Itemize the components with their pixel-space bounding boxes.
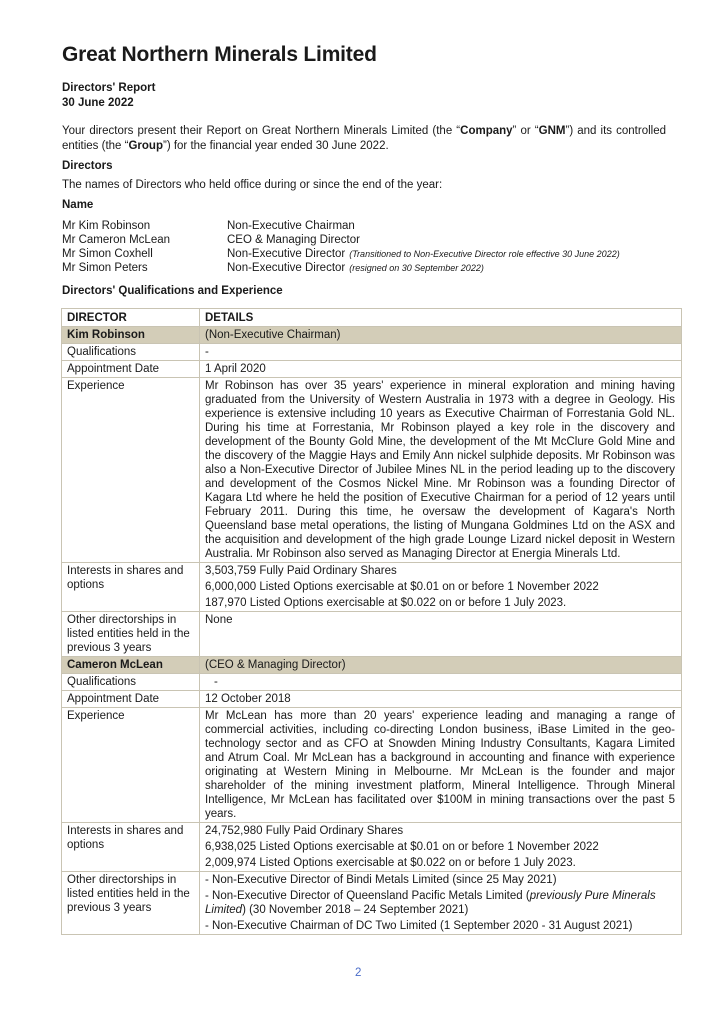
row-label: Qualifications	[62, 344, 200, 361]
row-label: Other directorships in listed entities held in the previous 3 years	[62, 872, 200, 935]
director-role: Non-Executive Chairman	[227, 220, 355, 232]
row-label: Experience	[62, 378, 200, 563]
table-row	[62, 674, 682, 691]
director-role: Non-Executive Director	[227, 248, 346, 260]
director-band-role: (CEO & Managing Director)	[200, 657, 682, 674]
interest-line: 6,000,000 Listed Options exercisable at $0.01 on or before 1 November 2022	[205, 581, 599, 593]
intro-text-2: ” or “	[512, 125, 539, 137]
row-value: 12 October 2018	[200, 691, 682, 708]
table-row	[62, 823, 682, 872]
row-value: -	[200, 344, 682, 361]
col-director-header: DIRECTOR	[62, 309, 200, 327]
intro-text-3: ”) and its controlled entities (the “	[62, 125, 666, 152]
director-band-name: Kim Robinson	[62, 327, 200, 344]
row-value: Mr McLean has more than 20 years' experience leading and managing a range of commercial activities, including co-directing London business, iBase Limited in the geo-technology sector and as CFO at Snowden Mining Industry Consultants, Kagara Limited and Atrum Coal. Mr McLean has a background in accounting and finance with experience originating at Western Mining in Melbourne. Mr McLean is the founder and major shareholder of the mining investment platform, Mineral Intelligence. Through Mineral Intelligence, Mr McLean has facilitated over $100M in mining transactions over the past 5 years.	[200, 708, 682, 823]
intro-text-1: Your directors present their Report on Great Northern Minerals Limited (the “	[62, 125, 461, 137]
table-row	[62, 872, 682, 935]
intro-paragraph	[62, 124, 666, 154]
row-value-list	[200, 872, 682, 935]
director-role-cell	[227, 220, 355, 232]
interest-line: 6,938,025 Listed Options exercisable at $0.01 on or before 1 November 2022	[205, 841, 599, 853]
company-title: Great Northern Minerals Limited	[62, 43, 377, 66]
director-name: Mr Kim Robinson	[62, 220, 151, 232]
interest-line: 3,503,759 Fully Paid Ordinary Shares	[205, 565, 397, 577]
table-row	[62, 691, 682, 708]
row-value: None	[200, 612, 682, 657]
page-number: 2	[355, 967, 362, 979]
intro-text-4: ”) for the financial year ended 30 June 2022.	[162, 140, 389, 152]
director-role-cell	[227, 248, 620, 260]
director-note: (Transitioned to Non-Executive Director role effective 30 June 2022)	[349, 249, 620, 259]
director-role: Non-Executive Director	[227, 262, 346, 274]
row-label: Other directorships in listed entities held in the previous 3 years	[62, 612, 200, 657]
intro-gnm: GNM	[538, 125, 566, 137]
row-label: Appointment Date	[62, 691, 200, 708]
directors-heading: Directors	[62, 160, 113, 172]
director-name: Mr Cameron McLean	[62, 234, 171, 246]
row-value-list	[200, 823, 682, 872]
table-row	[62, 612, 682, 657]
directorship-text: - Non-Executive Director of Queensland Pacific Metals Limited (	[205, 890, 530, 902]
col-details-header: DETAILS	[200, 309, 682, 327]
name-heading: Name	[62, 199, 94, 211]
interest-line: 2,009,974 Listed Options exercisable at $0.022 on or before 1 July 2023.	[205, 857, 576, 869]
row-value: 1 April 2020	[200, 361, 682, 378]
directorship-line: - Non-Executive Director of Bindi Metals Limited (since 25 May 2021)	[205, 874, 557, 886]
table-row	[62, 708, 682, 823]
directorship-line	[205, 889, 675, 917]
report-title: Directors' Report	[62, 82, 156, 94]
qualifications-heading: Directors' Qualifications and Experience	[62, 285, 283, 297]
interest-line: 24,752,980 Fully Paid Ordinary Shares	[205, 825, 404, 837]
table-row-director-band	[62, 327, 682, 344]
director-name: Mr Simon Coxhell	[62, 248, 153, 260]
director-role: CEO & Managing Director	[227, 234, 360, 246]
table-row	[62, 361, 682, 378]
table-row-director-band	[62, 657, 682, 674]
director-role-cell	[227, 262, 484, 274]
interest-line: 187,970 Listed Options exercisable at $0.022 on or before 1 July 2023.	[205, 597, 567, 609]
row-label: Interests in shares and options	[62, 563, 200, 612]
director-role-cell	[227, 234, 360, 246]
table-row	[62, 344, 682, 361]
directorship-text: ) (30 November 2018 – 24 September 2021)	[242, 904, 469, 916]
director-band-name: Cameron McLean	[62, 657, 200, 674]
row-label: Experience	[62, 708, 200, 823]
director-name: Mr Simon Peters	[62, 262, 148, 274]
director-band-role: (Non-Executive Chairman)	[200, 327, 682, 344]
row-value: -	[200, 674, 682, 691]
table-row	[62, 378, 682, 563]
directors-table	[61, 308, 682, 935]
row-value-list	[200, 563, 682, 612]
intro-group: Group	[128, 140, 163, 152]
director-note: (resigned on 30 September 2022)	[349, 263, 484, 273]
directorship-previous-name: previously Pure Minerals Limited	[205, 890, 656, 916]
table-header-row	[62, 309, 682, 327]
row-label: Appointment Date	[62, 361, 200, 378]
directorship-line: - Non-Executive Chairman of DC Two Limited (1 September 2020 - 31 August 2021)	[205, 920, 633, 932]
row-label: Qualifications	[62, 674, 200, 691]
intro-company: Company	[460, 125, 513, 137]
row-label: Interests in shares and options	[62, 823, 200, 872]
directors-intro: The names of Directors who held office during or since the end of the year:	[62, 179, 443, 191]
row-value: Mr Robinson has over 35 years' experience in mineral exploration and mining having graduated from the University of Western Australia in 1973 with a degree in Geology. His experience is extensive including 10 years as Executive Chairman of Forrestania Gold NL. During his time at Forrestania, Mr Robinson played a key role in the discovery and development of the Bounty Gold Mine, the development of the Mt McClure Gold Mine and the discovery of the Maggie Hays and Emily Ann nickel sulphide deposits. Mr Robinson was also a Non-Executive Director of Jubilee Mines NL in the period leading up to the discovery and development of the Cosmos Nickel Mine. Mr Robinson was a founding Director of Kagara Ltd where he held the position of Executive Chairman for a period of 12 years until February 2011. During this time, he oversaw the development of Kagara's North Queensland base metal operations, the listing of Mungana Goldmines Ltd on the ASX and the acquisition and development of the high grade Lounge Lizard nickel deposit in Western Australia. Mr Robinson also served as Managing Director at Energia Minerals Ltd.	[200, 378, 682, 563]
table-row	[62, 563, 682, 612]
report-date: 30 June 2022	[62, 97, 134, 109]
